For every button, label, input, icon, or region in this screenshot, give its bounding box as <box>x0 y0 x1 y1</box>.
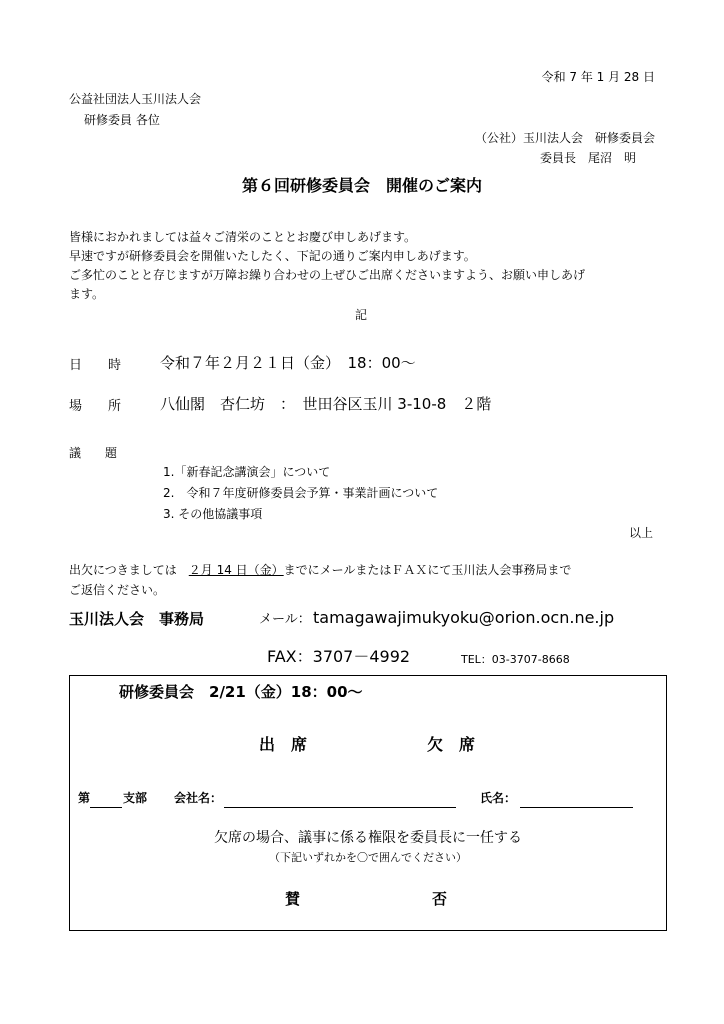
company-name-field[interactable] <box>224 807 456 808</box>
body-line-2: 早速ですが研修委員会を開催いたしたく、下記の通りご案内申しあげます。 <box>69 249 476 263</box>
place-label: 場 所 <box>69 399 122 414</box>
document-date: 令和 7 年 1 月 28 日 <box>541 70 655 84</box>
branch-prefix: 第 <box>78 791 91 805</box>
recipient-organization: 公益社団法人玉川法人会 <box>69 92 202 106</box>
agenda-item: 2. 令和７年度研修委員会予算・事業計画について <box>163 486 439 500</box>
form-heading: 研修委員会 2/21（金）18：00～ <box>119 683 363 701</box>
company-label: 会社名： <box>174 791 223 805</box>
agenda-item: 3. その他協議事項 <box>163 507 263 521</box>
approve-option[interactable]: 賛 <box>285 890 301 908</box>
datetime-label: 日 時 <box>69 358 122 373</box>
absent-option[interactable]: 欠 席 <box>427 735 476 754</box>
disapprove-option[interactable]: 否 <box>432 890 448 908</box>
sender-name: 委員長 尾沼 明 <box>539 151 636 165</box>
delegation-note: （下記いずれかを〇で囲んでください） <box>269 851 467 864</box>
tel-number: TEL：03-3707-8668 <box>461 653 570 666</box>
reply-text-post: までにメールまたはＦＡＸにて玉川法人会事務局まで <box>283 563 572 577</box>
recipient-line: 研修委員 各位 <box>84 113 160 127</box>
mail-label: メール： <box>259 612 311 627</box>
office-name: 玉川法人会 事務局 <box>69 610 205 628</box>
reply-deadline: ２月 14 日（金） <box>188 563 284 577</box>
page-title: 第６回研修委員会 開催のご案内 <box>241 176 482 195</box>
reply-line-2: ご返信ください。 <box>69 583 166 597</box>
attend-option[interactable]: 出 席 <box>259 735 308 754</box>
ki-mark: 記 <box>355 308 368 322</box>
person-name-field[interactable] <box>520 807 633 808</box>
fax-number: FAX：3707－4992 <box>267 647 411 666</box>
reply-line-1 <box>69 564 571 576</box>
body-line-4: ます。 <box>69 287 105 301</box>
body-line-3: ご多忙のことと存じますが万障お繰り合わせの上ぜひご出席くださいますよう、お願い申しあげ <box>69 268 586 282</box>
branch-number-field[interactable] <box>90 807 122 808</box>
sender-organization: （公社）玉川法人会 研修委員会 <box>474 131 655 145</box>
branch-suffix: 支部 <box>123 791 148 805</box>
agenda-item: 1.「新春記念講演会」について <box>163 465 331 479</box>
reply-text-pre: 出欠につきましては <box>69 563 177 577</box>
mail-address[interactable]: tamagawajimukyoku@orion.ocn.ne.jp <box>313 608 615 627</box>
reply-form-box <box>69 675 667 931</box>
name-label: 氏名： <box>480 791 517 805</box>
delegation-statement: 欠席の場合、議事に係る権限を委員長に一任する <box>214 830 522 846</box>
place-value: 八仙閣 杏仁坊 ： 世田谷区玉川 3-10-8 ２階 <box>160 395 492 413</box>
datetime-value: 令和７年２月２１日（金） 18：00～ <box>160 354 416 372</box>
agenda-label: 議 題 <box>69 446 118 460</box>
ijou-mark: 以上 <box>628 526 653 540</box>
body-line-1: 皆様におかれましては益々ご清栄のこととお慶び申しあげます。 <box>69 230 417 244</box>
